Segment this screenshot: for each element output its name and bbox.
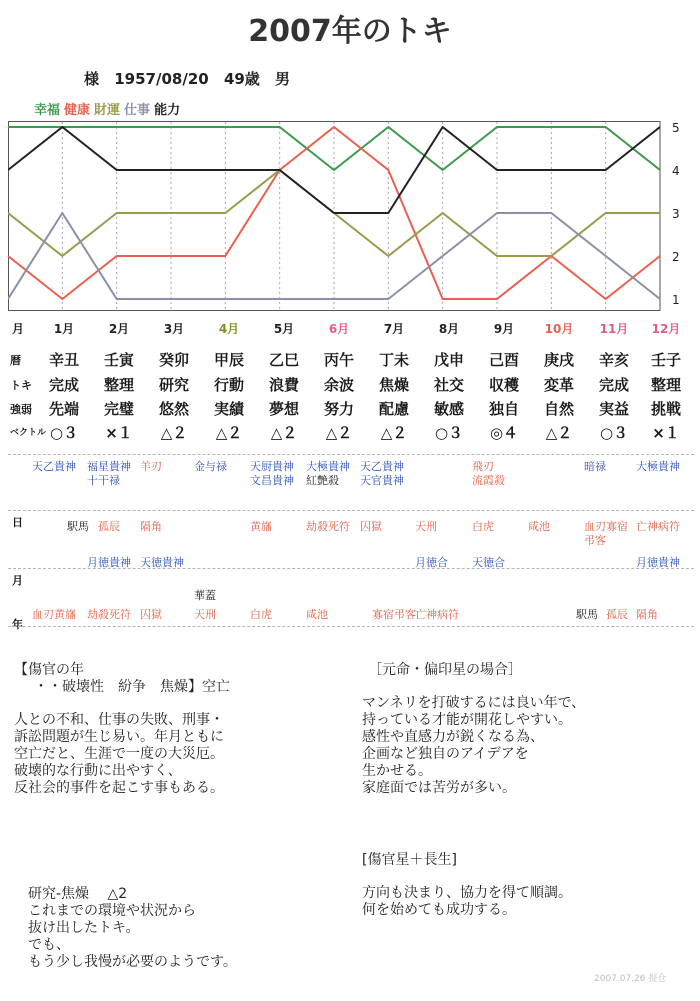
y-tick-label: 4 bbox=[672, 164, 680, 178]
star-label: 天官貴神 bbox=[360, 474, 404, 487]
kyojaku-cell: 完璧 bbox=[103, 400, 134, 418]
star-label: 流霞殺 bbox=[472, 474, 505, 487]
star-label: 劫殺死符 bbox=[87, 608, 131, 621]
grid-line bbox=[8, 510, 694, 511]
grid-line bbox=[8, 568, 694, 569]
star-label: 月徳貴神 bbox=[87, 556, 131, 569]
toki-cell: 完成 bbox=[598, 376, 629, 394]
star-label: 咸池 bbox=[528, 520, 550, 533]
star-label: 弔客 bbox=[584, 534, 606, 547]
star-label: 咸池 bbox=[306, 608, 328, 621]
grid-line bbox=[8, 626, 694, 627]
date-stamp: 2007.07.26 提仓 bbox=[594, 974, 667, 984]
legend-health: 健康 bbox=[64, 103, 91, 118]
grid-line bbox=[8, 454, 694, 455]
sub-line: これまでの環境や状況から bbox=[28, 903, 196, 919]
vector-cell: ×１ bbox=[652, 424, 680, 442]
star-label: 亡神病符 bbox=[636, 520, 680, 533]
toki-cell: 完成 bbox=[48, 376, 79, 394]
kyojaku-cell: 独自 bbox=[488, 400, 519, 418]
star-label: 天刑 bbox=[415, 520, 437, 533]
kanshi-cell: 乙巳 bbox=[268, 351, 299, 369]
right-line: 家庭面では苦労が多い。 bbox=[362, 780, 516, 796]
kyojaku-cell: 夢想 bbox=[268, 400, 299, 418]
star-label: 福星貴神 bbox=[87, 460, 131, 473]
left-line: 人との不和、仕事の失敗、刑事・ bbox=[14, 712, 224, 728]
right-line: 何を始めても成功する。 bbox=[362, 902, 516, 918]
star-label: 駅馬 bbox=[67, 520, 89, 533]
star-label: 華蓋 bbox=[194, 589, 216, 602]
right-heading-2: [傷官星＋長生] bbox=[362, 852, 457, 868]
star-label: 孤辰 bbox=[98, 520, 120, 533]
right-line: 持っている才能が開花しやすい。 bbox=[362, 712, 572, 728]
star-label: 天厨貴神 bbox=[250, 460, 294, 473]
kyojaku-row-label: 強弱 bbox=[10, 403, 32, 416]
star-label: 月徳合 bbox=[415, 556, 448, 569]
left-heading: 【傷官の年 bbox=[14, 662, 84, 678]
toki-cell: 研究 bbox=[158, 376, 189, 394]
month-label: 5月 bbox=[273, 322, 295, 336]
month-label: 2月 bbox=[108, 322, 130, 336]
toki-cell: 社交 bbox=[433, 376, 464, 394]
vector-cell: △２ bbox=[545, 424, 573, 442]
month-label: 6月 bbox=[328, 322, 350, 336]
kanshi-cell: 丙午 bbox=[323, 351, 354, 369]
star-label: 血刃寡宿 bbox=[584, 520, 628, 533]
age: 49歳 bbox=[223, 70, 260, 88]
y-tick-label: 1 bbox=[672, 293, 680, 307]
month-label: 1月 bbox=[53, 322, 75, 336]
kanshi-cell: 庚戌 bbox=[543, 351, 574, 369]
star-label: 天乙貴神 bbox=[32, 460, 76, 473]
toki-cell: 行動 bbox=[213, 376, 244, 394]
month-label: 9月 bbox=[493, 322, 515, 336]
star-label: 寡宿弔客 bbox=[372, 608, 416, 621]
right-commentary-2 bbox=[362, 852, 572, 919]
vector-cell: △２ bbox=[380, 424, 408, 442]
star-label: 血刃黄旛 bbox=[32, 608, 76, 621]
month-label: 月 bbox=[11, 322, 24, 336]
star-label: 紅艶殺 bbox=[306, 474, 339, 487]
month-label: 7月 bbox=[383, 322, 405, 336]
left-line: 反社会的事件を起こす事もある。 bbox=[14, 780, 224, 796]
vector-cell: ○３ bbox=[599, 424, 629, 442]
right-line: 生かせる。 bbox=[362, 763, 432, 779]
month-label: 4月 bbox=[218, 322, 240, 336]
sub-line: でも、 bbox=[28, 937, 70, 953]
fortune-line-chart bbox=[8, 121, 694, 311]
star-label: 大極貴神 bbox=[306, 460, 350, 473]
legend-work: 仕事 bbox=[124, 103, 151, 118]
right-heading: ［元命・偏印星の場合］ bbox=[368, 662, 522, 678]
vector-cell: △２ bbox=[325, 424, 353, 442]
toki-row-label: トキ bbox=[10, 379, 32, 392]
right-line: マンネリを打破するには良い年で、 bbox=[362, 695, 586, 711]
toki-cell: 整理 bbox=[650, 376, 681, 394]
month-section-label: 月 bbox=[12, 574, 23, 587]
kanshi-cell: 癸卯 bbox=[158, 351, 189, 369]
vector-cell: △２ bbox=[215, 424, 243, 442]
page-title: 2007年のトキ bbox=[248, 14, 452, 49]
month-label: 8月 bbox=[438, 322, 460, 336]
right-line: 企画など独自のアイデアを bbox=[362, 746, 529, 762]
y-tick-label: 3 bbox=[672, 207, 680, 221]
left-commentary bbox=[14, 662, 230, 797]
vector-cell: ◎４ bbox=[489, 424, 519, 442]
kanshi-cell: 壬寅 bbox=[103, 351, 134, 369]
kyojaku-cell: 実績 bbox=[213, 400, 244, 418]
birthdate: 1957/08/20 bbox=[114, 70, 209, 88]
kyojaku-cell: 実益 bbox=[598, 400, 629, 418]
star-label: 羊刃 bbox=[140, 460, 162, 473]
star-label: 隔角 bbox=[140, 520, 162, 533]
kanshi-cell: 甲辰 bbox=[213, 351, 244, 369]
vector-cell: △２ bbox=[270, 424, 298, 442]
legend-ability: 能力 bbox=[154, 103, 181, 118]
left-heading-2: ・・破壊性 紛争 焦燥】空亡 bbox=[34, 679, 230, 695]
toki-cell: 焦燥 bbox=[378, 376, 409, 394]
kanshi-cell: 辛亥 bbox=[598, 351, 629, 369]
star-label: 白虎 bbox=[472, 520, 494, 533]
legend-wealth: 財運 bbox=[94, 103, 121, 118]
kyojaku-cell: 配慮 bbox=[378, 400, 409, 418]
star-label: 文昌貴神 bbox=[250, 474, 294, 487]
profile-header bbox=[84, 68, 290, 89]
kyojaku-cell: 敏感 bbox=[433, 400, 464, 418]
star-label: 天徳貴神 bbox=[140, 556, 184, 569]
toki-cell: 変革 bbox=[543, 376, 574, 394]
year-section-label: 年 bbox=[12, 618, 23, 631]
toki-cell: 浪費 bbox=[268, 376, 299, 394]
kyojaku-cell: 先端 bbox=[48, 400, 79, 418]
month-label: 3月 bbox=[163, 322, 185, 336]
star-label: 飛刃 bbox=[472, 460, 494, 473]
sex: 男 bbox=[275, 70, 291, 88]
star-label: 暗禄 bbox=[584, 460, 606, 473]
kanshi-cell: 辛丑 bbox=[48, 351, 79, 369]
star-label: 孤辰 bbox=[606, 608, 628, 621]
left-line: 空亡だと、生涯で一度の大災厄。 bbox=[14, 746, 224, 762]
star-label: 金与禄 bbox=[194, 460, 227, 473]
star-label: 月徳貴神 bbox=[636, 556, 680, 569]
star-label: 黄旛 bbox=[250, 520, 272, 533]
kanshi-cell: 壬子 bbox=[650, 351, 681, 369]
star-label: 囚獄 bbox=[140, 608, 162, 621]
kanshi-cell: 丁未 bbox=[378, 351, 409, 369]
star-label: 隔角 bbox=[636, 608, 658, 621]
kanshi-row-label: 暦 bbox=[10, 354, 21, 367]
right-line: 感性や直感力が鋭くなる為、 bbox=[362, 729, 544, 745]
sub-line: もう少し我慢が必要のようです。 bbox=[28, 954, 237, 970]
sub-heading: 研究-焦燥 △2 bbox=[28, 886, 128, 902]
month-label: 11月 bbox=[599, 322, 629, 336]
legend-happiness: 幸福 bbox=[34, 103, 61, 118]
vector-cell: ×１ bbox=[105, 424, 133, 442]
kanshi-cell: 戊申 bbox=[433, 351, 464, 369]
kyojaku-cell: 挑戦 bbox=[650, 400, 681, 418]
vector-cell: ○３ bbox=[434, 424, 464, 442]
star-label: 劫殺死符 bbox=[306, 520, 350, 533]
y-tick-label: 5 bbox=[672, 121, 680, 135]
sub-line: 抜け出したトキ。 bbox=[28, 920, 140, 936]
right-line: 方向も決まり、協力を得て順調。 bbox=[362, 885, 572, 901]
star-label: 天刑 bbox=[194, 608, 216, 621]
name-suffix: 様 bbox=[84, 70, 100, 88]
vector-cell: ○３ bbox=[49, 424, 79, 442]
month-label: 12月 bbox=[651, 322, 681, 336]
chart-legend bbox=[34, 99, 184, 118]
toki-cell: 整理 bbox=[103, 376, 134, 394]
right-commentary bbox=[362, 662, 585, 797]
star-label: 囚獄 bbox=[360, 520, 382, 533]
kanshi-cell: 己酉 bbox=[488, 351, 519, 369]
month-label: 10月 bbox=[544, 322, 574, 336]
series-line-仕事 bbox=[8, 213, 660, 299]
left-sub-commentary bbox=[28, 886, 237, 971]
kyojaku-cell: 努力 bbox=[323, 400, 354, 418]
star-label: 十干禄 bbox=[87, 474, 120, 487]
vector-cell: △２ bbox=[160, 424, 188, 442]
toki-cell: 収穫 bbox=[488, 376, 519, 394]
left-line: 破壊的な行動に出やすく、 bbox=[14, 763, 182, 779]
star-label: 大極貴神 bbox=[636, 460, 680, 473]
day-section-label: 日 bbox=[12, 516, 23, 529]
kyojaku-cell: 悠然 bbox=[158, 400, 189, 418]
vector-row-label: ベクトル bbox=[10, 428, 47, 438]
star-label: 亡神病符 bbox=[415, 608, 459, 621]
star-label: 天徳合 bbox=[472, 556, 505, 569]
star-label: 駅馬 bbox=[576, 608, 598, 621]
left-line: 訴訟問題が生じ易い。年月ともに bbox=[14, 729, 224, 745]
y-tick-label: 2 bbox=[672, 250, 680, 264]
star-label: 白虎 bbox=[250, 608, 272, 621]
kyojaku-cell: 自然 bbox=[543, 400, 574, 418]
toki-cell: 余波 bbox=[323, 376, 354, 394]
star-label: 天乙貴神 bbox=[360, 460, 404, 473]
